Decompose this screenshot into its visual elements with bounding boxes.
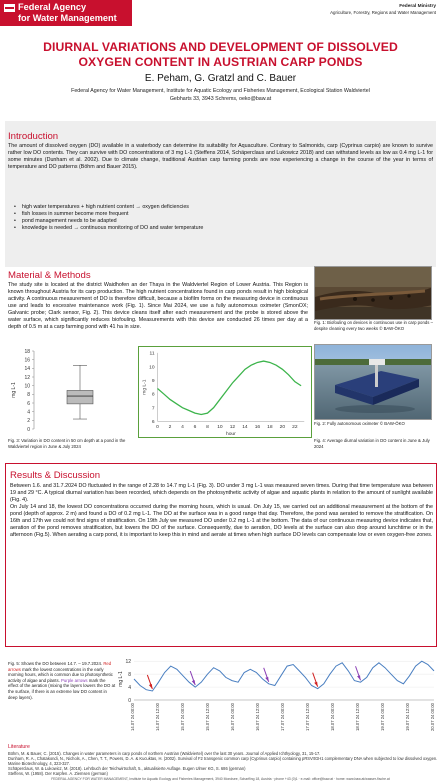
figure5-purple-arrows-label: Purple arrows bbox=[61, 677, 88, 683]
poster-title bbox=[0, 40, 441, 70]
figure5-caption-part-c: mark the effect of the aeration (mixing the layers lowers the DO at the surface, if there is an extreme low DO content in deep layers). bbox=[8, 677, 116, 700]
oximeter-photo bbox=[314, 344, 432, 420]
list-item: • pond management needs to be adapted bbox=[14, 218, 424, 225]
x-tick-label: 6 bbox=[193, 425, 197, 431]
red-arrow-marker-head bbox=[314, 682, 318, 687]
purple-arrow-marker-head bbox=[357, 675, 361, 680]
y-tick-label: 11 bbox=[149, 351, 155, 357]
literature-ref: Steffens, W. (1958). Der Karpfen. A. Ziemsen (german) bbox=[8, 771, 108, 776]
x-tick-label: 12 bbox=[229, 425, 236, 431]
ministry-name-line2: Agriculture, Forestry, Regions and Water Management bbox=[330, 10, 436, 15]
y-tick-label: 2 bbox=[27, 418, 30, 425]
y-tick-label: 7 bbox=[151, 406, 155, 412]
x-tick-label: 14.07 24 00:00 bbox=[130, 703, 135, 731]
y-tick-label: 12 bbox=[125, 659, 131, 666]
y-tick-label: 8 bbox=[27, 392, 30, 399]
figure5-caption bbox=[8, 661, 116, 700]
methods-body: The study site is located at the district Waidhofen an der Thaya in the Waldviertel Region of Lower Austria. This Region is known throughout Austria for its carp production. The high nutrient concentrations found in carp ponds result in high biological activity. A continuous measurement of DO is therefore difficult, because a biofilm forms on the measuring device in continuous use and leads to excessive maintenance work (Fig. 1). Since Mai 2024, we use a fully autonomous oximeter (SmonOX; Galvanic probe; Clark sensor, Fig. 2). This device cleans itself after each measurement and the probe is stored above the water surface, which significantly reduces biofouling. Measurements with this device are conducted 26 times per day at a depth of 0.5 m at a carp farming pond with 41 ha in size. bbox=[8, 282, 308, 330]
methods-heading: Material & Methods bbox=[8, 270, 91, 281]
figure5-caption-part-a: Fig. 5: Shows the DO between 14.7. – 19.7.2024. bbox=[8, 661, 104, 666]
figure4-caption: Fig. 4: Average diurnal variation in DO content in June & July 2024 bbox=[314, 438, 430, 449]
do-series-line bbox=[134, 661, 434, 691]
results-body bbox=[10, 483, 433, 539]
x-tick-label: 10 bbox=[217, 425, 223, 431]
y-axis-label: mg L-1 bbox=[118, 671, 124, 687]
authors: E. Peham, G. Gratzl and C. Bauer bbox=[144, 73, 297, 84]
box-iqr bbox=[67, 390, 93, 403]
y-tick-label: 0 bbox=[128, 697, 131, 704]
y-tick-label: 10 bbox=[24, 383, 30, 390]
agency-name-line2: for Water Management bbox=[18, 13, 117, 23]
list-item: • fish losses in summer become more frequent bbox=[14, 211, 424, 218]
x-tick-label: 17.07 24 00:00 bbox=[280, 703, 285, 731]
x-tick-label: 18 bbox=[267, 425, 273, 431]
y-tick-label: 6 bbox=[27, 400, 30, 407]
introduction-body: The amount of dissolved oxygen (DO) available in a waterbody can determine its suitability for Aquaculture. Contrary to Salmonids, carp (Cyprinus carpio) are known to survive rather low DO contents. They can survive with DO concentrations of 3 mg L-1 (Steffens 2014, Schäperclaus and Lukowicz 2018) and can withstand levels as low as 0.4 mg L-1 for some minutes (Dunham et al. 2002). Due to climate change, traditional Austrian carp farming ponds are now experiencing a change in the course of the year in terms of temperature and DO patterns (Böhm and Bauer 2015). bbox=[8, 143, 433, 170]
y-tick-label: 4 bbox=[128, 684, 131, 691]
x-tick-label: 16 bbox=[254, 425, 261, 431]
do-timeseries-chart bbox=[118, 652, 438, 744]
x-tick-label: 15.07 24 12:00 bbox=[205, 703, 210, 731]
footer: FEDERAL AGENCY FOR WATER MANAGEMENT, Institute for Aquatic Ecology and Fisheries Management, 3940 Mondsee, Scharfling 18, Austria · phone +43 (0)1 · e-mail: office@baw.at · home: www.baw.at/wasser-fische.at bbox=[51, 777, 390, 781]
x-tick-label: 16.07 24 12:00 bbox=[255, 703, 260, 731]
title-line1: DIURNAL VARIATIONS AND DEVELOPMENT OF DISSOLVED bbox=[43, 40, 398, 54]
title-line2: OXYGEN CONTENT IN AUSTRIAN CARP PONDS bbox=[78, 55, 363, 69]
ministry-name-line1: Federal Ministry bbox=[399, 4, 436, 9]
figure1-caption: Fig. 1: Biofouling on devices in continuous use in carp ponds – despite cleaning every two weeks © BAW-ÖKO bbox=[314, 320, 433, 331]
x-axis-label: hour bbox=[225, 432, 236, 438]
y-tick-label: 6 bbox=[151, 420, 155, 426]
y-axis-label: mg L-1 bbox=[11, 382, 17, 398]
y-tick-label: 8 bbox=[128, 671, 131, 678]
x-tick-label: 0 bbox=[156, 425, 159, 431]
do-boxplot bbox=[8, 345, 133, 437]
x-tick-label: 8 bbox=[206, 425, 209, 431]
x-tick-label: 14.07 24 12:00 bbox=[155, 703, 160, 731]
literature-list bbox=[8, 751, 438, 776]
x-tick-label: 15.07 24 00:00 bbox=[180, 703, 185, 731]
results-paragraph-2: On July 14 and 18, the lowest DO concentrations occurred during the morning hours, which is usual. On July 15, we carried out an additional measurement at the bottom of the pond (depth of approx. 2 m) and found a DO of 0.2 mg L-1. The DO at the surface was in a good range that day. Therefore, the pond was aerated to remove the stratification. On 16th and 17th we could not find signs of stratification. On 19th July we measured DO under 0.2 mg L-1 at the bottom. The data of our continuous measuring device indicates that, aeration of the pond removes stratification, but lowers the DO of the surface. Consequently, due to aeration, DO levels at the surface can also drop around lunchtime or in the afternoon (Fig.5). When aerating a carp pond, it is important to keep this in mind and aerate at times when high surface DO levels can compensate low or even oxygen-free zones. bbox=[10, 504, 433, 538]
y-tick-label: 9 bbox=[151, 379, 155, 385]
austrian-flag-icon bbox=[4, 4, 15, 12]
y-tick-label: 14 bbox=[24, 366, 30, 373]
results-paragraph-1: Between 1.6. and 31.7.2024 DO fluctuated in the range of 2.28 to 14.7 mg L-1 (Fig. 3). DO under 3 mg L-1 was measured seven times. During that time temperature was between 19 and 29 °C. A typical diurnal variation has been recorded, which depends on the photosynthetic activity of algae and aquatic plants in relation to the amount of sunlight available (Fig. 4). bbox=[10, 483, 433, 503]
x-tick-label: 17.07 24 12:00 bbox=[305, 703, 310, 731]
literature-ref: Schäperclaus, W. & Lukowicz, M. (2018). Lehrbuch der Teichwirtschaft, 5., aktualisierte Auflage. Eugen Ulmer KG, S. 686 (german) bbox=[8, 766, 246, 771]
x-tick-label: 16.07 24 00:00 bbox=[230, 703, 235, 731]
ministry-logo bbox=[330, 4, 436, 16]
introduction-heading: Introduction bbox=[8, 131, 59, 142]
x-tick-label: 19.07 24 12:00 bbox=[405, 703, 410, 731]
results-heading: Results & Discussion bbox=[10, 470, 101, 481]
diurnal-do-line bbox=[158, 361, 302, 414]
literature-heading: Literature bbox=[8, 744, 30, 750]
x-tick-label: 22 bbox=[292, 425, 298, 431]
list-item: • high water temperatures + high nutrient content → oxygen deficiencies bbox=[14, 204, 424, 211]
literature-ref: Böhm, M. & Bauer, C. (2015). Changes in water parameters in carp ponds of northern Austrian (Waldviertel) over the last 30 years. Journal of Applied Ichthyology, 31, 15-17. bbox=[8, 751, 321, 756]
figure5-caption-part-b: mark the lowest concentrations in the early morning hours, which is common due to photosynthetic activity of algae and plants. bbox=[8, 666, 113, 683]
y-tick-label: 16 bbox=[24, 357, 30, 364]
introduction-bullets bbox=[14, 204, 424, 232]
agency-name-line1: Federal Agency bbox=[18, 2, 87, 12]
affiliation-line2: Gebharts 33, 3943 Schrems, oeko@baw.at bbox=[169, 95, 272, 102]
list-item: • knowledge is needed → continuous monitoring of DO and water temperature bbox=[14, 225, 424, 232]
y-tick-label: 12 bbox=[24, 374, 30, 381]
x-tick-label: 14 bbox=[242, 425, 248, 431]
x-tick-label: 20.07 24 00:00 bbox=[430, 703, 435, 731]
affiliation-line1: Federal Agency for Water Management, Institute for Aquatic Ecology and Fisheries Management, Ecological Station Waldviertel bbox=[71, 88, 370, 94]
literature-ref: Dunham, R. A., Chatakondi, N., Nichols, A., Chen, T. T., Powers, D. A. & Kucuktas, H. (2002). Survival of F2 transgenic common carp (Cyprinus carpio) containing pRSVrtGH1 complementary DNA when subjected to low dissolved oxygen. Marine Biotechnology, 4, 323-327. bbox=[8, 756, 438, 766]
figure3-caption: Fig. 3: Variation in DO content in 50 cm depth at a pond in the Waldviertel region in June & July 2024 bbox=[8, 438, 126, 449]
y-tick-label: 8 bbox=[151, 392, 155, 398]
y-tick-label: 0 bbox=[27, 426, 30, 433]
x-tick-label: 18.07 24 00:00 bbox=[330, 703, 335, 731]
y-axis-label: mg L-1 bbox=[142, 379, 148, 395]
y-tick-label: 10 bbox=[149, 365, 155, 371]
biofouling-photo bbox=[314, 266, 432, 320]
agency-logo bbox=[0, 0, 132, 26]
x-tick-label: 2 bbox=[168, 425, 172, 431]
red-arrow-marker-head bbox=[149, 684, 153, 689]
y-tick-label: 4 bbox=[27, 409, 30, 416]
figure5-red-arrows-label: Red arrows bbox=[8, 661, 112, 672]
x-tick-label: 18.07 24 12:00 bbox=[355, 703, 360, 731]
x-tick-label: 20 bbox=[279, 425, 286, 431]
x-tick-label: 4 bbox=[181, 425, 184, 431]
diurnal-do-chart bbox=[138, 346, 312, 438]
figure2-caption: Fig. 2: Fully autonomous oximeter © BAW-ÖKO bbox=[314, 421, 405, 426]
y-tick-label: 18 bbox=[24, 348, 30, 355]
affiliation bbox=[0, 88, 441, 103]
x-tick-label: 19.07 24 00:00 bbox=[380, 703, 385, 731]
